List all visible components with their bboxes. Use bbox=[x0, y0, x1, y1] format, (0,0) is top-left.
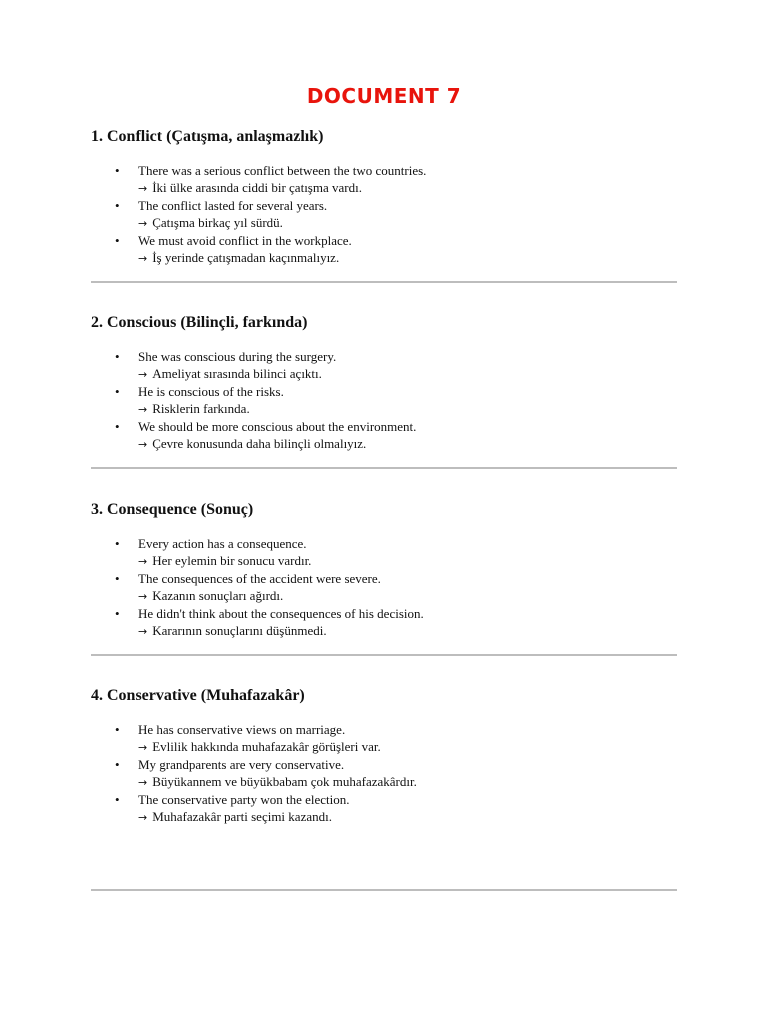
list-item bbox=[91, 535, 424, 570]
list-item bbox=[91, 232, 426, 267]
list-item bbox=[91, 418, 416, 453]
list-item bbox=[91, 570, 424, 605]
example-sentence: We should be more conscious about the environment. bbox=[138, 419, 417, 434]
example-list bbox=[91, 348, 416, 453]
example-sentence: The conservative party won the election. bbox=[138, 792, 350, 807]
example-sentence: The conflict lasted for several years. bbox=[138, 198, 328, 213]
section-heading: 4. Conservative (Muhafazakâr) bbox=[91, 687, 305, 704]
translation: Her eylemin bir sonucu vardır. bbox=[152, 553, 312, 568]
translation: Risklerin farkında. bbox=[152, 401, 250, 416]
section-divider bbox=[91, 889, 677, 891]
example-list bbox=[91, 535, 424, 640]
section-heading: 1. Conflict (Çatışma, anlaşmazlık) bbox=[91, 128, 324, 145]
bullet-icon: • bbox=[115, 571, 120, 586]
example-sentence: My grandparents are very conservative. bbox=[138, 757, 345, 772]
example-sentence: There was a serious conflict between the two countries. bbox=[138, 163, 427, 178]
bullet-icon: • bbox=[115, 349, 120, 364]
example-sentence: The consequences of the accident were severe. bbox=[138, 571, 381, 586]
example-sentence: He is conscious of the risks. bbox=[138, 384, 284, 399]
list-item bbox=[91, 756, 417, 791]
arrow-right-icon: → bbox=[138, 555, 148, 568]
list-item bbox=[91, 197, 426, 232]
example-sentence: We must avoid conflict in the workplace. bbox=[138, 233, 352, 248]
translation: İş yerinde çatışmadan kaçınmalıyız. bbox=[152, 250, 340, 265]
translation: İki ülke arasında ciddi bir çatışma vardı. bbox=[152, 180, 362, 195]
section-heading: 3. Consequence (Sonuç) bbox=[91, 501, 254, 518]
bullet-icon: • bbox=[115, 792, 120, 807]
arrow-right-icon: → bbox=[138, 741, 148, 754]
section-consequence bbox=[91, 500, 677, 638]
arrow-right-icon: → bbox=[138, 625, 148, 638]
translation: Büyükannem ve büyükbabam çok muhafazakârdır. bbox=[152, 774, 417, 789]
bullet-icon: • bbox=[115, 198, 120, 213]
bullet-icon: • bbox=[115, 419, 120, 434]
example-list bbox=[91, 162, 426, 267]
list-item bbox=[91, 348, 416, 383]
bullet-icon: • bbox=[115, 233, 120, 248]
example-sentence: He didn't think about the consequences of his decision. bbox=[138, 606, 424, 621]
bullet-icon: • bbox=[115, 606, 120, 621]
arrow-right-icon: → bbox=[138, 438, 148, 451]
bullet-icon: • bbox=[115, 722, 120, 737]
section-divider bbox=[91, 654, 677, 656]
arrow-right-icon: → bbox=[138, 182, 148, 195]
arrow-right-icon: → bbox=[138, 811, 148, 824]
translation: Ameliyat sırasında bilinci açıktı. bbox=[152, 366, 322, 381]
section-divider bbox=[91, 281, 677, 283]
list-item bbox=[91, 162, 426, 197]
arrow-right-icon: → bbox=[138, 776, 148, 789]
translation: Çevre konusunda daha bilinçli olmalıyız. bbox=[152, 436, 367, 451]
bullet-icon: • bbox=[115, 384, 120, 399]
section-heading: 2. Conscious (Bilinçli, farkında) bbox=[91, 314, 308, 331]
section-conflict bbox=[91, 127, 677, 265]
list-item bbox=[91, 383, 416, 418]
bullet-icon: • bbox=[115, 536, 120, 551]
bullet-icon: • bbox=[115, 757, 120, 772]
translation: Çatışma birkaç yıl sürdü. bbox=[152, 215, 283, 230]
list-item bbox=[91, 791, 417, 826]
section-conscious bbox=[91, 313, 677, 451]
translation: Kazanın sonuçları ağırdı. bbox=[152, 588, 284, 603]
translation: Muhafazakâr parti seçimi kazandı. bbox=[152, 809, 332, 824]
page-title: DOCUMENT 7 bbox=[306, 84, 462, 108]
bullet-icon: • bbox=[115, 163, 120, 178]
example-list bbox=[91, 721, 417, 826]
example-sentence: Every action has a consequence. bbox=[138, 536, 307, 551]
section-conservative bbox=[91, 686, 677, 824]
arrow-right-icon: → bbox=[138, 403, 148, 416]
arrow-right-icon: → bbox=[138, 368, 148, 381]
arrow-right-icon: → bbox=[138, 217, 148, 230]
arrow-right-icon: → bbox=[138, 252, 148, 265]
list-item bbox=[91, 721, 417, 756]
translation: Evlilik hakkında muhafazakâr görüşleri var. bbox=[152, 739, 381, 754]
example-sentence: He has conservative views on marriage. bbox=[138, 722, 346, 737]
list-item bbox=[91, 605, 424, 640]
arrow-right-icon: → bbox=[138, 590, 148, 603]
example-sentence: She was conscious during the surgery. bbox=[138, 349, 337, 364]
translation: Kararının sonuçlarını düşünmedi. bbox=[152, 623, 327, 638]
section-divider bbox=[91, 467, 677, 469]
